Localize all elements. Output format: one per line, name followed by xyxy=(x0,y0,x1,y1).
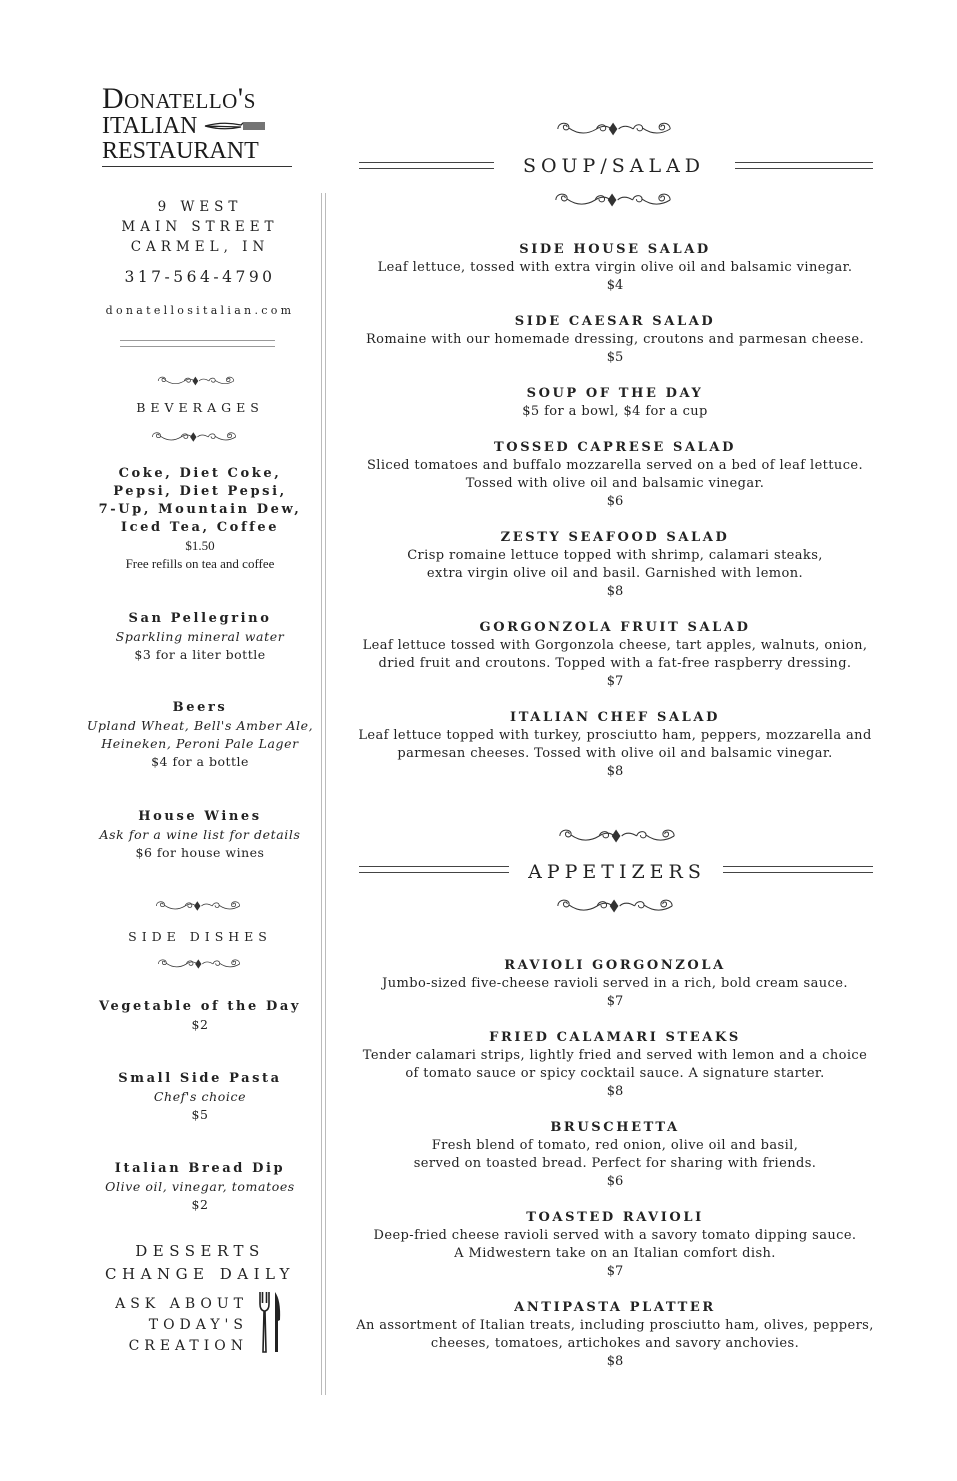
divider-double-line xyxy=(120,340,275,347)
address xyxy=(84,197,316,257)
ornament-swirl-icon xyxy=(556,894,674,918)
logo-line-2 xyxy=(102,114,302,138)
beverage-item-beers xyxy=(84,699,316,771)
ornament-swirl-icon xyxy=(155,896,241,916)
item-description: Leaf lettuce tossed with Gorgonzola cheese, tart apples, walnuts, onion, xyxy=(362,638,868,653)
menu-item xyxy=(350,1029,880,1101)
ornament-swirl-icon xyxy=(558,824,676,848)
ornament-swirl-icon xyxy=(157,955,241,973)
menu-item xyxy=(350,1299,880,1371)
phone-number: 317-564-4790 xyxy=(124,268,276,286)
menu-item xyxy=(350,313,880,367)
item-name: ZESTY SEAFOOD SALAD xyxy=(500,530,730,545)
side-item-vegetable xyxy=(84,998,316,1034)
item-name: San Pellegrino xyxy=(128,611,272,626)
item-description: Deep-fried cheese ravioli served with a savory tomato dipping sauce. xyxy=(373,1228,857,1243)
item-name: SOUP OF THE DAY xyxy=(526,386,704,401)
item-name: BRUSCHETTA xyxy=(550,1120,680,1135)
item-description: Sliced tomatoes and buffalo mozzarella served on a bed of leaf lettuce. xyxy=(366,458,864,473)
ask-line: ASK ABOUT xyxy=(115,1296,248,1312)
ask-line: CREATION xyxy=(128,1338,248,1354)
item-name: RAVIOLI GORGONZOLA xyxy=(504,958,726,973)
item-price: $8 xyxy=(606,764,624,779)
item-price: $8 xyxy=(606,1084,624,1099)
menu-item xyxy=(350,385,880,421)
side-item-bread-dip xyxy=(84,1160,316,1214)
item-price: $3 for a liter bottle xyxy=(134,647,266,662)
item-price: $7 xyxy=(606,1264,624,1279)
item-description: Ask for a wine list for details xyxy=(99,827,301,842)
item-price: $8 xyxy=(606,584,624,599)
item-description: parmesan cheeses. Tossed with olive oil and balsamic vinegar. xyxy=(397,746,833,761)
item-price: $6 for house wines xyxy=(135,845,265,860)
side-item-pasta xyxy=(84,1070,316,1124)
item-name: 7-Up, Mountain Dew, xyxy=(98,502,302,517)
menu-item xyxy=(350,619,880,691)
item-description: extra virgin olive oil and basil. Garnished with lemon. xyxy=(426,566,804,581)
menu-item xyxy=(350,439,880,511)
restaurant-logo xyxy=(102,84,302,167)
item-price: $8 xyxy=(606,1354,624,1369)
item-description: Tender calamari strips, lightly fried and served with lemon and a choice xyxy=(362,1048,868,1063)
item-price: $5 xyxy=(606,350,624,365)
item-description: $5 for a bowl, $4 for a cup xyxy=(522,404,708,419)
item-name: TOASTED RAVIOLI xyxy=(526,1210,704,1225)
desserts-note xyxy=(84,1240,316,1286)
item-name: FRIED CALAMARI STEAKS xyxy=(489,1030,741,1045)
item-description: An assortment of Italian treats, including prosciutto ham, olives, peppers, xyxy=(356,1318,874,1333)
item-name: TOSSED CAPRESE SALAD xyxy=(494,440,736,455)
item-description: Upland Wheat, Bell's Amber Ale, xyxy=(86,718,314,733)
fork-icon xyxy=(203,119,267,133)
fork-and-knife-icon xyxy=(257,1290,283,1354)
item-description: Fresh blend of tomato, red onion, olive oil and basil, xyxy=(431,1138,799,1153)
ask-line: TODAY'S xyxy=(148,1317,248,1333)
website: donatellositalian.com xyxy=(105,304,295,317)
address-line: MAIN STREET xyxy=(121,219,279,235)
item-name: SIDE HOUSE SALAD xyxy=(519,242,711,257)
column-divider xyxy=(321,193,326,1395)
item-price: $4 for a bottle xyxy=(151,754,249,769)
item-price: $5 xyxy=(191,1107,209,1122)
menu-item xyxy=(350,529,880,601)
address-line: 9 WEST xyxy=(157,199,243,215)
soup-salad-heading: SOUP/SALAD xyxy=(522,155,706,177)
item-description: Sparkling mineral water xyxy=(115,629,285,644)
menu-item xyxy=(350,709,880,781)
beverage-item-san-pellegrino xyxy=(84,610,316,664)
item-name: Beers xyxy=(172,700,228,715)
header-rule-left xyxy=(359,162,494,169)
appetizers-heading: APPETIZERS xyxy=(528,861,706,883)
side-dishes-heading: SIDE DISHES xyxy=(128,929,272,944)
beverages-heading: BEVERAGES xyxy=(136,400,264,415)
item-price: $4 xyxy=(606,278,624,293)
item-name: Pepsi, Diet Pepsi, xyxy=(113,484,287,499)
item-name: Vegetable of the Day xyxy=(98,999,302,1014)
beverage-item-house-wines xyxy=(84,808,316,862)
item-name: GORGONZOLA FRUIT SALAD xyxy=(479,620,751,635)
item-description: Jumbo-sized five-cheese ravioli served in a rich, bold cream sauce. xyxy=(382,976,848,991)
item-description: of tomato sauce or spicy cocktail sauce. A signature starter. xyxy=(405,1066,825,1081)
beverage-item-sodas xyxy=(84,465,316,573)
item-note: Free refills on tea and coffee xyxy=(125,556,275,571)
item-description: A Midwestern take on an Italian comfort dish. xyxy=(454,1246,776,1261)
item-description: Crisp romaine lettuce topped with shrimp, calamari steaks, xyxy=(407,548,823,563)
item-name: SIDE CAESAR SALAD xyxy=(514,314,716,329)
header-rule-right xyxy=(723,866,873,873)
desserts-line: CHANGE DAILY xyxy=(105,1265,295,1283)
ornament-swirl-icon xyxy=(556,118,672,140)
item-name: House Wines xyxy=(138,809,262,824)
menu-item xyxy=(350,1209,880,1281)
item-price: $2 xyxy=(191,1197,209,1212)
menu-item xyxy=(350,241,880,295)
item-name: Coke, Diet Coke, xyxy=(118,466,282,481)
item-description: served on toasted bread. Perfect for sharing with friends. xyxy=(413,1156,817,1171)
item-name: Iced Tea, Coffee xyxy=(120,520,280,535)
item-description: cheeses, tomatoes, artichokes and savory anchovies. xyxy=(430,1336,800,1351)
logo-line-1: Donatello's xyxy=(102,82,256,115)
item-name: ITALIAN CHEF SALAD xyxy=(510,710,720,725)
item-description: Chef's choice xyxy=(153,1089,247,1104)
item-description: Romaine with our homemade dressing, croutons and parmesan cheese. xyxy=(365,332,864,347)
item-price: $1.50 xyxy=(185,538,215,553)
header-rule-left xyxy=(359,866,509,873)
item-price: $7 xyxy=(606,994,624,1009)
ornament-swirl-icon xyxy=(554,188,672,212)
item-description: Olive oil, vinegar, tomatoes xyxy=(105,1179,295,1194)
item-name: Italian Bread Dip xyxy=(114,1161,286,1176)
item-price: $7 xyxy=(606,674,624,689)
menu-item xyxy=(350,1119,880,1191)
address-line: CARMEL, IN xyxy=(130,239,270,255)
item-description: Heineken, Peroni Pale Lager xyxy=(101,736,299,751)
item-description: Tossed with olive oil and balsamic vinegar. xyxy=(465,476,765,491)
item-price: $6 xyxy=(606,494,624,509)
logo-italian: ITALIAN xyxy=(102,113,198,139)
item-name: Small Side Pasta xyxy=(118,1071,282,1086)
ornament-swirl-icon xyxy=(157,372,235,390)
item-price: $2 xyxy=(191,1017,209,1032)
ornament-swirl-icon xyxy=(151,428,237,446)
item-description: dried fruit and croutons. Topped with a fat-free raspberry dressing. xyxy=(378,656,852,671)
desserts-line: DESSERTS xyxy=(135,1242,265,1260)
ask-about-creation xyxy=(88,1294,248,1357)
item-description: Leaf lettuce topped with turkey, prosciutto ham, peppers, mozzarella and xyxy=(358,728,872,743)
menu-item xyxy=(350,957,880,1011)
header-rule-right xyxy=(735,162,873,169)
item-price: $6 xyxy=(606,1174,624,1189)
item-name: ANTIPASTA PLATTER xyxy=(514,1300,716,1315)
logo-line-3: RESTAURANT xyxy=(102,138,292,167)
item-description: Leaf lettuce, tossed with extra virgin olive oil and balsamic vinegar. xyxy=(377,260,853,275)
